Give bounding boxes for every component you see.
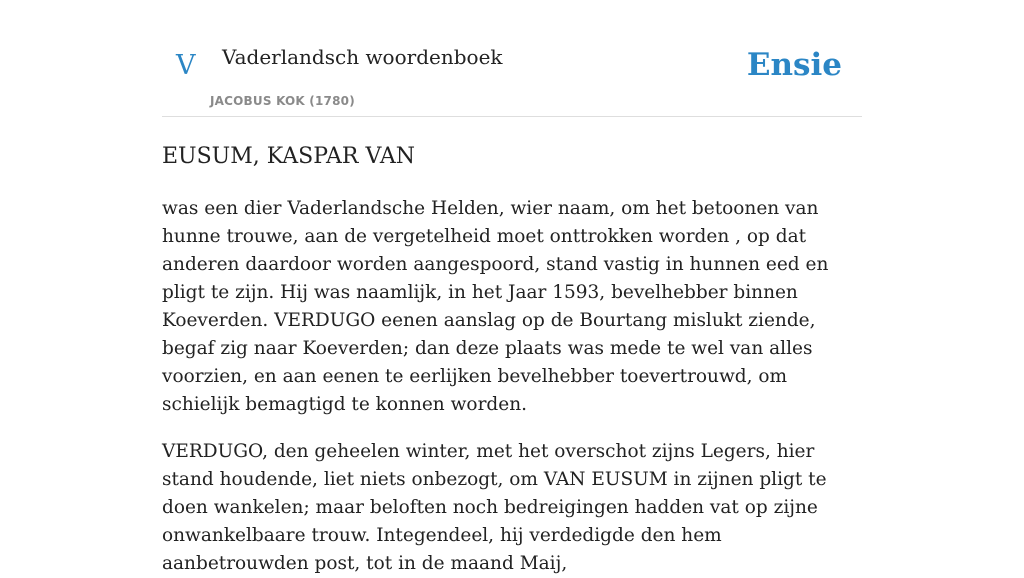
entry-paragraph: was een dier Vaderlandsche Helden, wier naam, om het betoonen van hunne trouwe, aan de vergetelheid moet onttrokken worden , op dat anderen daardoor worden aangespoord, stand vastig in hunnen eed en pligt te zijn. Hij was naamlijk, in het Jaar 1593, bevelhebber binnen Koeverden. VERDUGO eenen aanslag op de Bourtang mislukt ziende, begaf zig naar Koeverden; dan deze plaats was mede te wel van alles voorzien, en aan eenen te eerlijken bevelhebber toevertrouwd, om schielijk bemagtigd te konnen worden. [162,198,829,415]
brand-logo[interactable]: Ensie [746,47,842,83]
author-byline[interactable]: JACOBUS KOK (1780) [210,94,355,108]
entry-paragraph: VERDUGO, den geheelen winter, met het overschot zijns Legers, hier stand houdende, liet niets onbezogt, om VAN EUSUM in zijnen pligt te doen wankelen; maar beloften noch bedreigingen hadden vat op zijne onwankelbaare trouw. Integendeel, hij verdedigde den hem aanbetrouwden post, tot in de maand Maij, [162,441,827,574]
book-title[interactable]: Vaderlandsch woordenboek [222,45,503,69]
header [162,0,862,117]
volume-letter[interactable]: V [176,50,196,81]
entry-body [162,195,862,578]
entry-title: EUSUM, KASPAR VAN [162,144,415,169]
page [162,0,862,578]
